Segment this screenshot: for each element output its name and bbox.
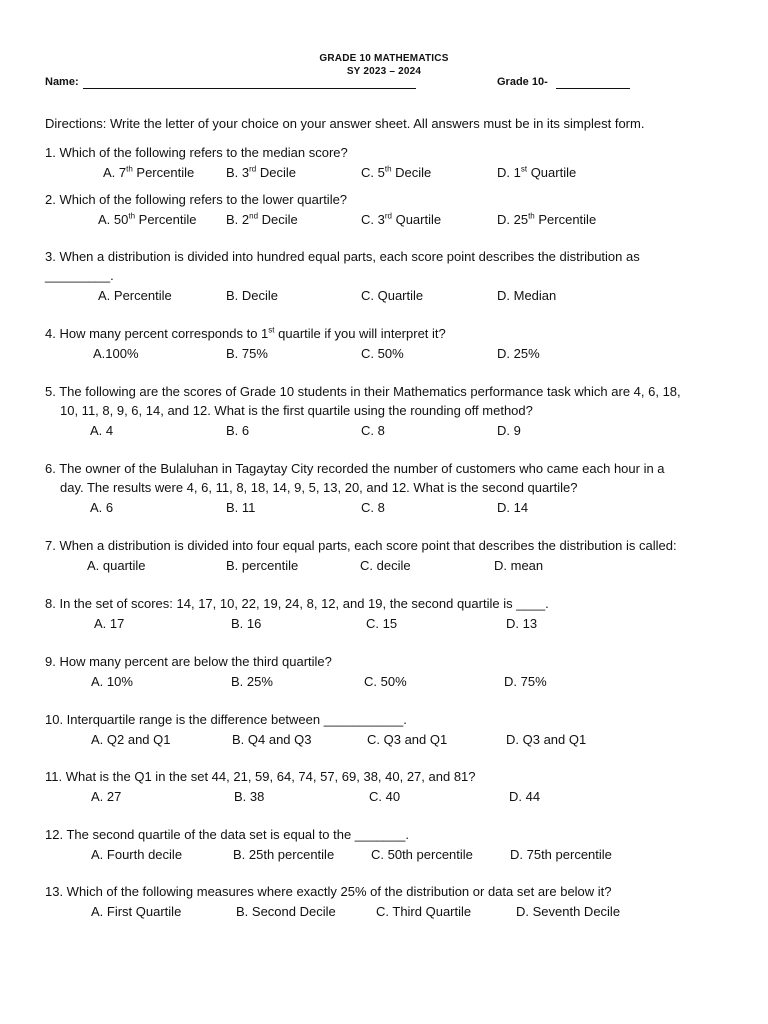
option-a: A. 50th Percentile bbox=[98, 211, 197, 227]
option-a: A. First Quartile bbox=[91, 904, 182, 919]
name-grade-row bbox=[45, 76, 735, 92]
option-b: B. 2nd Decile bbox=[226, 211, 298, 227]
question-stem: 3. When a distribution is divided into hundred equal parts, each score point describes the distribution as bbox=[45, 249, 640, 264]
option-d: D. 25% bbox=[497, 346, 540, 361]
option-b: B. 3rd Decile bbox=[226, 164, 296, 180]
option-d: D. 75th percentile bbox=[510, 847, 612, 862]
question-13 bbox=[45, 882, 735, 921]
option-a: A. 6 bbox=[90, 500, 114, 515]
option-c: C. 8 bbox=[361, 500, 385, 515]
option-d: D. 14 bbox=[497, 500, 529, 515]
option-a: A. 27 bbox=[91, 789, 122, 804]
option-c: C. Quartile bbox=[361, 288, 424, 303]
question-stem: 10. Interquartile range is the difference between ___________. bbox=[45, 712, 407, 727]
grade-blank-line bbox=[556, 88, 630, 89]
option-b: B. 11 bbox=[226, 500, 256, 515]
question-stem: 9. How many percent are below the third quartile? bbox=[45, 654, 332, 669]
options-row bbox=[45, 787, 735, 806]
question-12 bbox=[45, 825, 735, 864]
option-a: A. quartile bbox=[87, 558, 146, 573]
name-blank-line bbox=[83, 88, 416, 89]
school-year: SY 2023 – 2024 bbox=[346, 66, 422, 77]
option-d: D. mean bbox=[494, 558, 544, 573]
option-c: C. Third Quartile bbox=[376, 904, 472, 919]
question-7 bbox=[45, 536, 735, 575]
question-stem: 8. In the set of scores: 14, 17, 10, 22, 19, 24, 8, 12, and 19, the second quartile is ____. bbox=[45, 596, 549, 611]
option-d: D. 25th Percentile bbox=[497, 211, 597, 227]
question-6 bbox=[45, 459, 735, 517]
options-row bbox=[45, 614, 735, 633]
option-a: A.100% bbox=[93, 346, 139, 361]
option-a: A. Q2 and Q1 bbox=[91, 732, 171, 747]
option-a: A. 7th Percentile bbox=[103, 164, 195, 180]
option-d: D. 75% bbox=[504, 674, 547, 689]
option-c: C. 15 bbox=[366, 616, 398, 631]
option-d: D. Median bbox=[497, 288, 557, 303]
option-c: C. 50th percentile bbox=[371, 847, 473, 862]
option-a: A. Percentile bbox=[98, 288, 172, 303]
option-d: D. Q3 and Q1 bbox=[506, 732, 587, 747]
option-d: D. 44 bbox=[509, 789, 541, 804]
option-b: B. 6 bbox=[226, 423, 250, 438]
question-stem-cont: 10, 11, 8, 9, 6, 14, and 12. What is the first quartile using the rounding off method? bbox=[60, 403, 533, 418]
question-stem: 2. Which of the following refers to the lower quartile? bbox=[45, 192, 348, 207]
option-b: B. Q4 and Q3 bbox=[232, 732, 312, 747]
options-row bbox=[45, 286, 735, 305]
question-stem: 4. How many percent corresponds to 1st quartile if you will interpret it? bbox=[45, 325, 446, 341]
option-c: C. decile bbox=[360, 558, 411, 573]
option-a: A. 10% bbox=[91, 674, 133, 689]
question-stem-blank: _________. bbox=[45, 268, 114, 283]
question-9 bbox=[45, 652, 735, 691]
question-3 bbox=[45, 247, 735, 305]
question-stem: 13. Which of the following measures where exactly 25% of the distribution or data set are below it? bbox=[45, 884, 612, 899]
option-d: D. Seventh Decile bbox=[516, 904, 621, 919]
question-8 bbox=[45, 594, 735, 633]
question-5 bbox=[45, 382, 735, 440]
option-a: A. Fourth decile bbox=[91, 847, 183, 862]
option-a: A. 4 bbox=[90, 423, 114, 438]
question-stem-cont: day. The results were 4, 6, 11, 8, 18, 14, 9, 5, 13, 20, and 12. What is the second quartile? bbox=[60, 480, 578, 495]
option-b: B. Decile bbox=[226, 288, 279, 303]
directions: Directions: Write the letter of your choice on your answer sheet. All answers must be in its simplest form. bbox=[45, 116, 645, 131]
question-11 bbox=[45, 767, 735, 806]
options-row bbox=[45, 210, 735, 229]
option-b: B. 25th percentile bbox=[233, 847, 335, 862]
option-c: C. 3rd Quartile bbox=[361, 211, 442, 227]
question-10 bbox=[45, 710, 735, 749]
option-b: B. 38 bbox=[234, 789, 265, 804]
options-row bbox=[45, 672, 735, 691]
options-row bbox=[45, 845, 735, 864]
option-d: D. 9 bbox=[497, 423, 521, 438]
option-d: D. 1st Quartile bbox=[497, 164, 577, 180]
option-c: C. Q3 and Q1 bbox=[367, 732, 448, 747]
question-2 bbox=[45, 190, 735, 229]
option-b: B. 75% bbox=[226, 346, 268, 361]
options-row bbox=[45, 498, 735, 517]
exam-title: GRADE 10 MATHEMATICS bbox=[319, 53, 449, 64]
question-stem: 7. When a distribution is divided into four equal parts, each score point that describes the distribution is called: bbox=[45, 538, 677, 553]
option-c: C. 50% bbox=[364, 674, 407, 689]
options-row bbox=[45, 902, 735, 921]
options-row bbox=[45, 344, 735, 363]
options-row bbox=[45, 556, 735, 575]
option-c: C. 5th Decile bbox=[361, 164, 432, 180]
option-c: C. 50% bbox=[361, 346, 404, 361]
options-row bbox=[45, 730, 735, 749]
option-d: D. 13 bbox=[506, 616, 538, 631]
option-b: B. percentile bbox=[226, 558, 299, 573]
question-stem: 6. The owner of the Bulaluhan in Tagaytay City recorded the number of customers who came each hour in a bbox=[45, 461, 665, 476]
question-stem: 5. The following are the scores of Grade 10 students in their Mathematics performance task which are 4, 6, 18, bbox=[45, 384, 681, 399]
option-b: B. Second Decile bbox=[236, 904, 336, 919]
option-b: B. 25% bbox=[231, 674, 273, 689]
grade-label: Grade 10- bbox=[497, 76, 548, 88]
options-row bbox=[45, 163, 735, 182]
option-a: A. 17 bbox=[94, 616, 125, 631]
question-1 bbox=[45, 143, 735, 182]
option-c: C. 8 bbox=[361, 423, 385, 438]
question-stem: 11. What is the Q1 in the set 44, 21, 59, 64, 74, 57, 69, 38, 40, 27, and 81? bbox=[45, 769, 476, 784]
question-stem: 1. Which of the following refers to the median score? bbox=[45, 145, 348, 160]
name-label: Name: bbox=[45, 76, 79, 88]
question-4 bbox=[45, 324, 735, 363]
option-c: C. 40 bbox=[369, 789, 401, 804]
question-stem: 12. The second quartile of the data set is equal to the _______. bbox=[45, 827, 410, 842]
option-b: B. 16 bbox=[231, 616, 262, 631]
options-row bbox=[45, 421, 735, 440]
